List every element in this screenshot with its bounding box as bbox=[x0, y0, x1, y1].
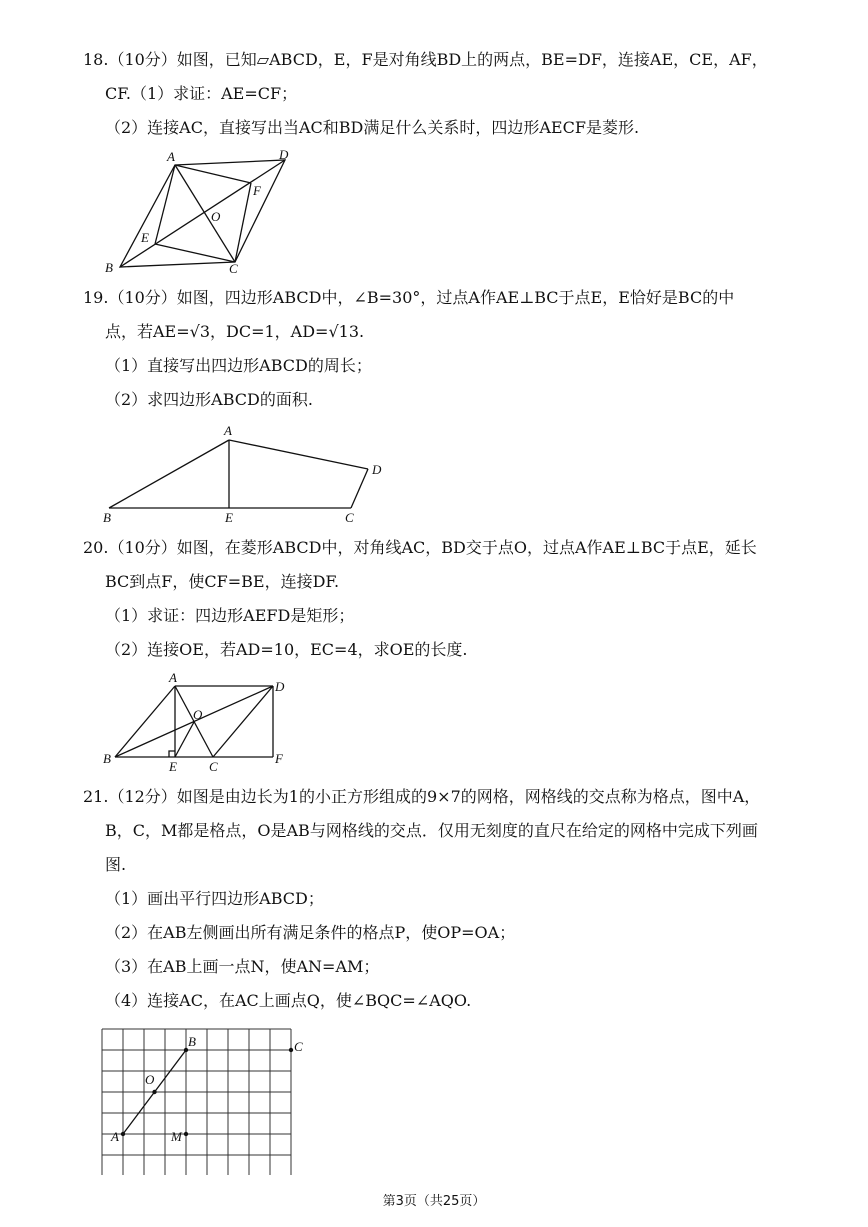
q18-label-F: F bbox=[253, 183, 261, 198]
page-footer: 第3页（共25页） bbox=[382, 1194, 486, 1209]
q20-line3: （1）求证：四边形AEFD是矩形； bbox=[105, 606, 355, 625]
q20-label-A: A bbox=[169, 671, 177, 685]
q19-figure bbox=[95, 422, 395, 534]
q19-label-E: E bbox=[225, 510, 233, 525]
q20-label-E: E bbox=[169, 759, 177, 774]
q20-label-F: F bbox=[275, 751, 283, 766]
q21-line3: 图. bbox=[105, 855, 127, 874]
q19-label-B: B bbox=[103, 510, 111, 525]
q21-label-A: A bbox=[111, 1129, 119, 1144]
q19-label-D: D bbox=[372, 462, 382, 477]
q19-label-C: C bbox=[345, 510, 354, 525]
q19-label-A: A bbox=[224, 423, 232, 438]
q21-label-O: O bbox=[145, 1072, 155, 1087]
q21-line1: 21.（12分）如图是由边长为1的小正方形组成的9×7的网格，网格线的交点称为格点，图中A， bbox=[83, 787, 761, 806]
q20-line1: 20.（10分）如图，在菱形ABCD中，对角线AC，BD交于点O，过点A作AE⊥BC于点E，延长 bbox=[83, 538, 757, 557]
q18-label-D: D bbox=[279, 147, 289, 162]
q20-figure bbox=[95, 671, 305, 785]
q21-line2: B，C，M都是格点，O是AB与网格线的交点．仅用无刻度的直尺在给定的网格中完成下列画 bbox=[105, 821, 758, 840]
q20-label-D: D bbox=[275, 679, 285, 694]
q19-line1: 19.（10分）如图，四边形ABCD中，∠B=30°，过点A作AE⊥BC于点E，E恰好是BC的中 bbox=[83, 288, 735, 307]
q20-label-O: O bbox=[193, 707, 203, 722]
q18-line2: CF.（1）求证：AE=CF； bbox=[105, 84, 298, 103]
q19-line3: （1）直接写出四边形ABCD的周长； bbox=[105, 356, 372, 375]
q21-line7: （4）连接AC，在AC上画点Q，使∠BQC=∠AQO. bbox=[105, 991, 472, 1010]
q21-line5: （2）在AB左侧画出所有满足条件的格点P，使OP=OA； bbox=[105, 923, 516, 942]
q18-figure bbox=[95, 145, 305, 284]
q20-label-B: B bbox=[103, 751, 111, 766]
q18-label-C: C bbox=[229, 261, 238, 276]
q20-line2: BC到点F，使CF=BE，连接DF. bbox=[105, 572, 340, 591]
q21-line6: （3）在AB上画一点N，使AN=AM； bbox=[105, 957, 380, 976]
q21-label-C: C bbox=[294, 1039, 303, 1054]
q18-line3: （2）连接AC，直接写出当AC和BD满足什么关系时，四边形AECF是菱形. bbox=[105, 118, 640, 137]
q21-label-B: B bbox=[188, 1034, 196, 1049]
q18-label-O: O bbox=[211, 209, 221, 224]
q18-label-E: E bbox=[141, 230, 149, 245]
q21-grid-figure bbox=[95, 1020, 325, 1179]
q19-line2: 点，若AE=√3，DC=1，AD=√13. bbox=[105, 322, 365, 341]
q21-label-M: M bbox=[171, 1129, 182, 1144]
q18-line1: 18.（10分）如图，已知▱ABCD，E，F是对角线BD上的两点，BE=DF，连接AE，CE，AF， bbox=[83, 50, 768, 69]
q20-label-C: C bbox=[209, 759, 218, 774]
q21-line4: （1）画出平行四边形ABCD； bbox=[105, 889, 324, 908]
q20-line4: （2）连接OE，若AD=10，EC=4，求OE的长度. bbox=[105, 640, 468, 659]
q19-line4: （2）求四边形ABCD的面积. bbox=[105, 390, 313, 409]
q18-label-A: A bbox=[167, 149, 175, 164]
q18-label-B: B bbox=[105, 260, 113, 275]
